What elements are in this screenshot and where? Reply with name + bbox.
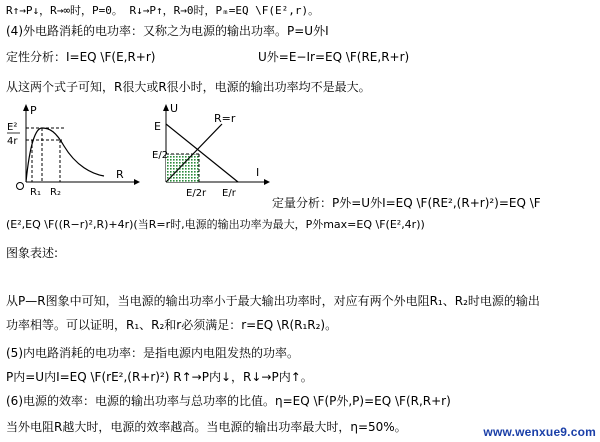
r-axis-label: R bbox=[116, 168, 124, 181]
r1-label: R₁ bbox=[30, 187, 41, 198]
e-label: E bbox=[154, 120, 161, 133]
e-r-label: E/r bbox=[222, 188, 236, 199]
line-3b-voltage: U外=E−Ir=EQ \F(RE,R+r) bbox=[258, 50, 410, 64]
line-3-qualitative: 定性分析：I=EQ \F(E,R+r) bbox=[6, 50, 156, 64]
line-9-proof: 功率相等。可以证明，R₁、R₂和r必须满足：r=EQ \R(R₁R₂)。 bbox=[6, 318, 338, 332]
line-8-graph-reading: 从P—R图象中可知，当电源的输出功率小于最大输出功率时，对应有两个外电阻R₁、R₂时电源的输出 bbox=[6, 294, 540, 308]
line-4-conclusion: 从这两个式子可知，R很大或R很小时，电源的输出功率均不是最大。 bbox=[6, 80, 371, 94]
line-1: R↑→P↓，R→∞时，P=0。 R↓→P↑，R→0时，Pₘ=EQ \F(E²,r)。 bbox=[6, 4, 320, 17]
line-11-internal-formula: P内=U内I=EQ \F(rE²,(R+r)²) R↑→P内↓，R↓→P内↑。 bbox=[6, 370, 313, 384]
4r-label: 4r bbox=[7, 136, 18, 147]
power-curve bbox=[26, 128, 104, 182]
half-e-label: E/2 bbox=[152, 150, 169, 161]
watermark: www.wenxue9.com bbox=[483, 425, 596, 439]
p-r-graph bbox=[4, 102, 144, 198]
i-axis-arrow-icon bbox=[264, 179, 270, 185]
x-axis-arrow-icon bbox=[134, 179, 140, 185]
line-10-internal-power: (5)内电路消耗的电功率：是指电源内电阻发热的功率。 bbox=[6, 346, 300, 360]
hatched-area bbox=[166, 154, 199, 182]
r-equals-r-label: R=r bbox=[214, 112, 236, 125]
line-12-efficiency: (6)电源的效率：电源的输出功率与总功率的比值。η=EQ \F(P外,P)=EQ \F(R,R+r) bbox=[6, 394, 451, 408]
e-2r-label: E/2r bbox=[186, 188, 207, 199]
p-label: P bbox=[30, 104, 37, 117]
line-5-quantitative: 定量分析：P外=U外I=EQ \F(RE²,(R+r)²)=EQ \F bbox=[272, 196, 541, 210]
line-7-graph-heading: 图象表述: bbox=[6, 246, 59, 260]
u-i-graph bbox=[152, 102, 274, 202]
e2-label: E² bbox=[7, 122, 18, 133]
u-label: U bbox=[170, 102, 179, 115]
line-13-efficiency-conclusion: 当外电阻R越大时，电源的效率越高。当电源的输出功率最大时，η=50%。 bbox=[6, 420, 407, 434]
r2-label: R₂ bbox=[50, 187, 61, 198]
line-2-output-power: (4)外电路消耗的电功率：又称之为电源的输出功率。P=U外I bbox=[6, 24, 329, 38]
line-6-max-power: (E²,EQ \F((R−r)²,R)+4r)(当R=r时,电源的输出功率为最大，P外max=EQ \F(E²,4r)) bbox=[6, 218, 425, 231]
i-axis-label: I bbox=[256, 166, 260, 179]
y-axis-arrow-icon bbox=[23, 104, 29, 111]
origin-circle bbox=[17, 183, 24, 190]
u-axis-arrow-icon bbox=[163, 104, 169, 111]
